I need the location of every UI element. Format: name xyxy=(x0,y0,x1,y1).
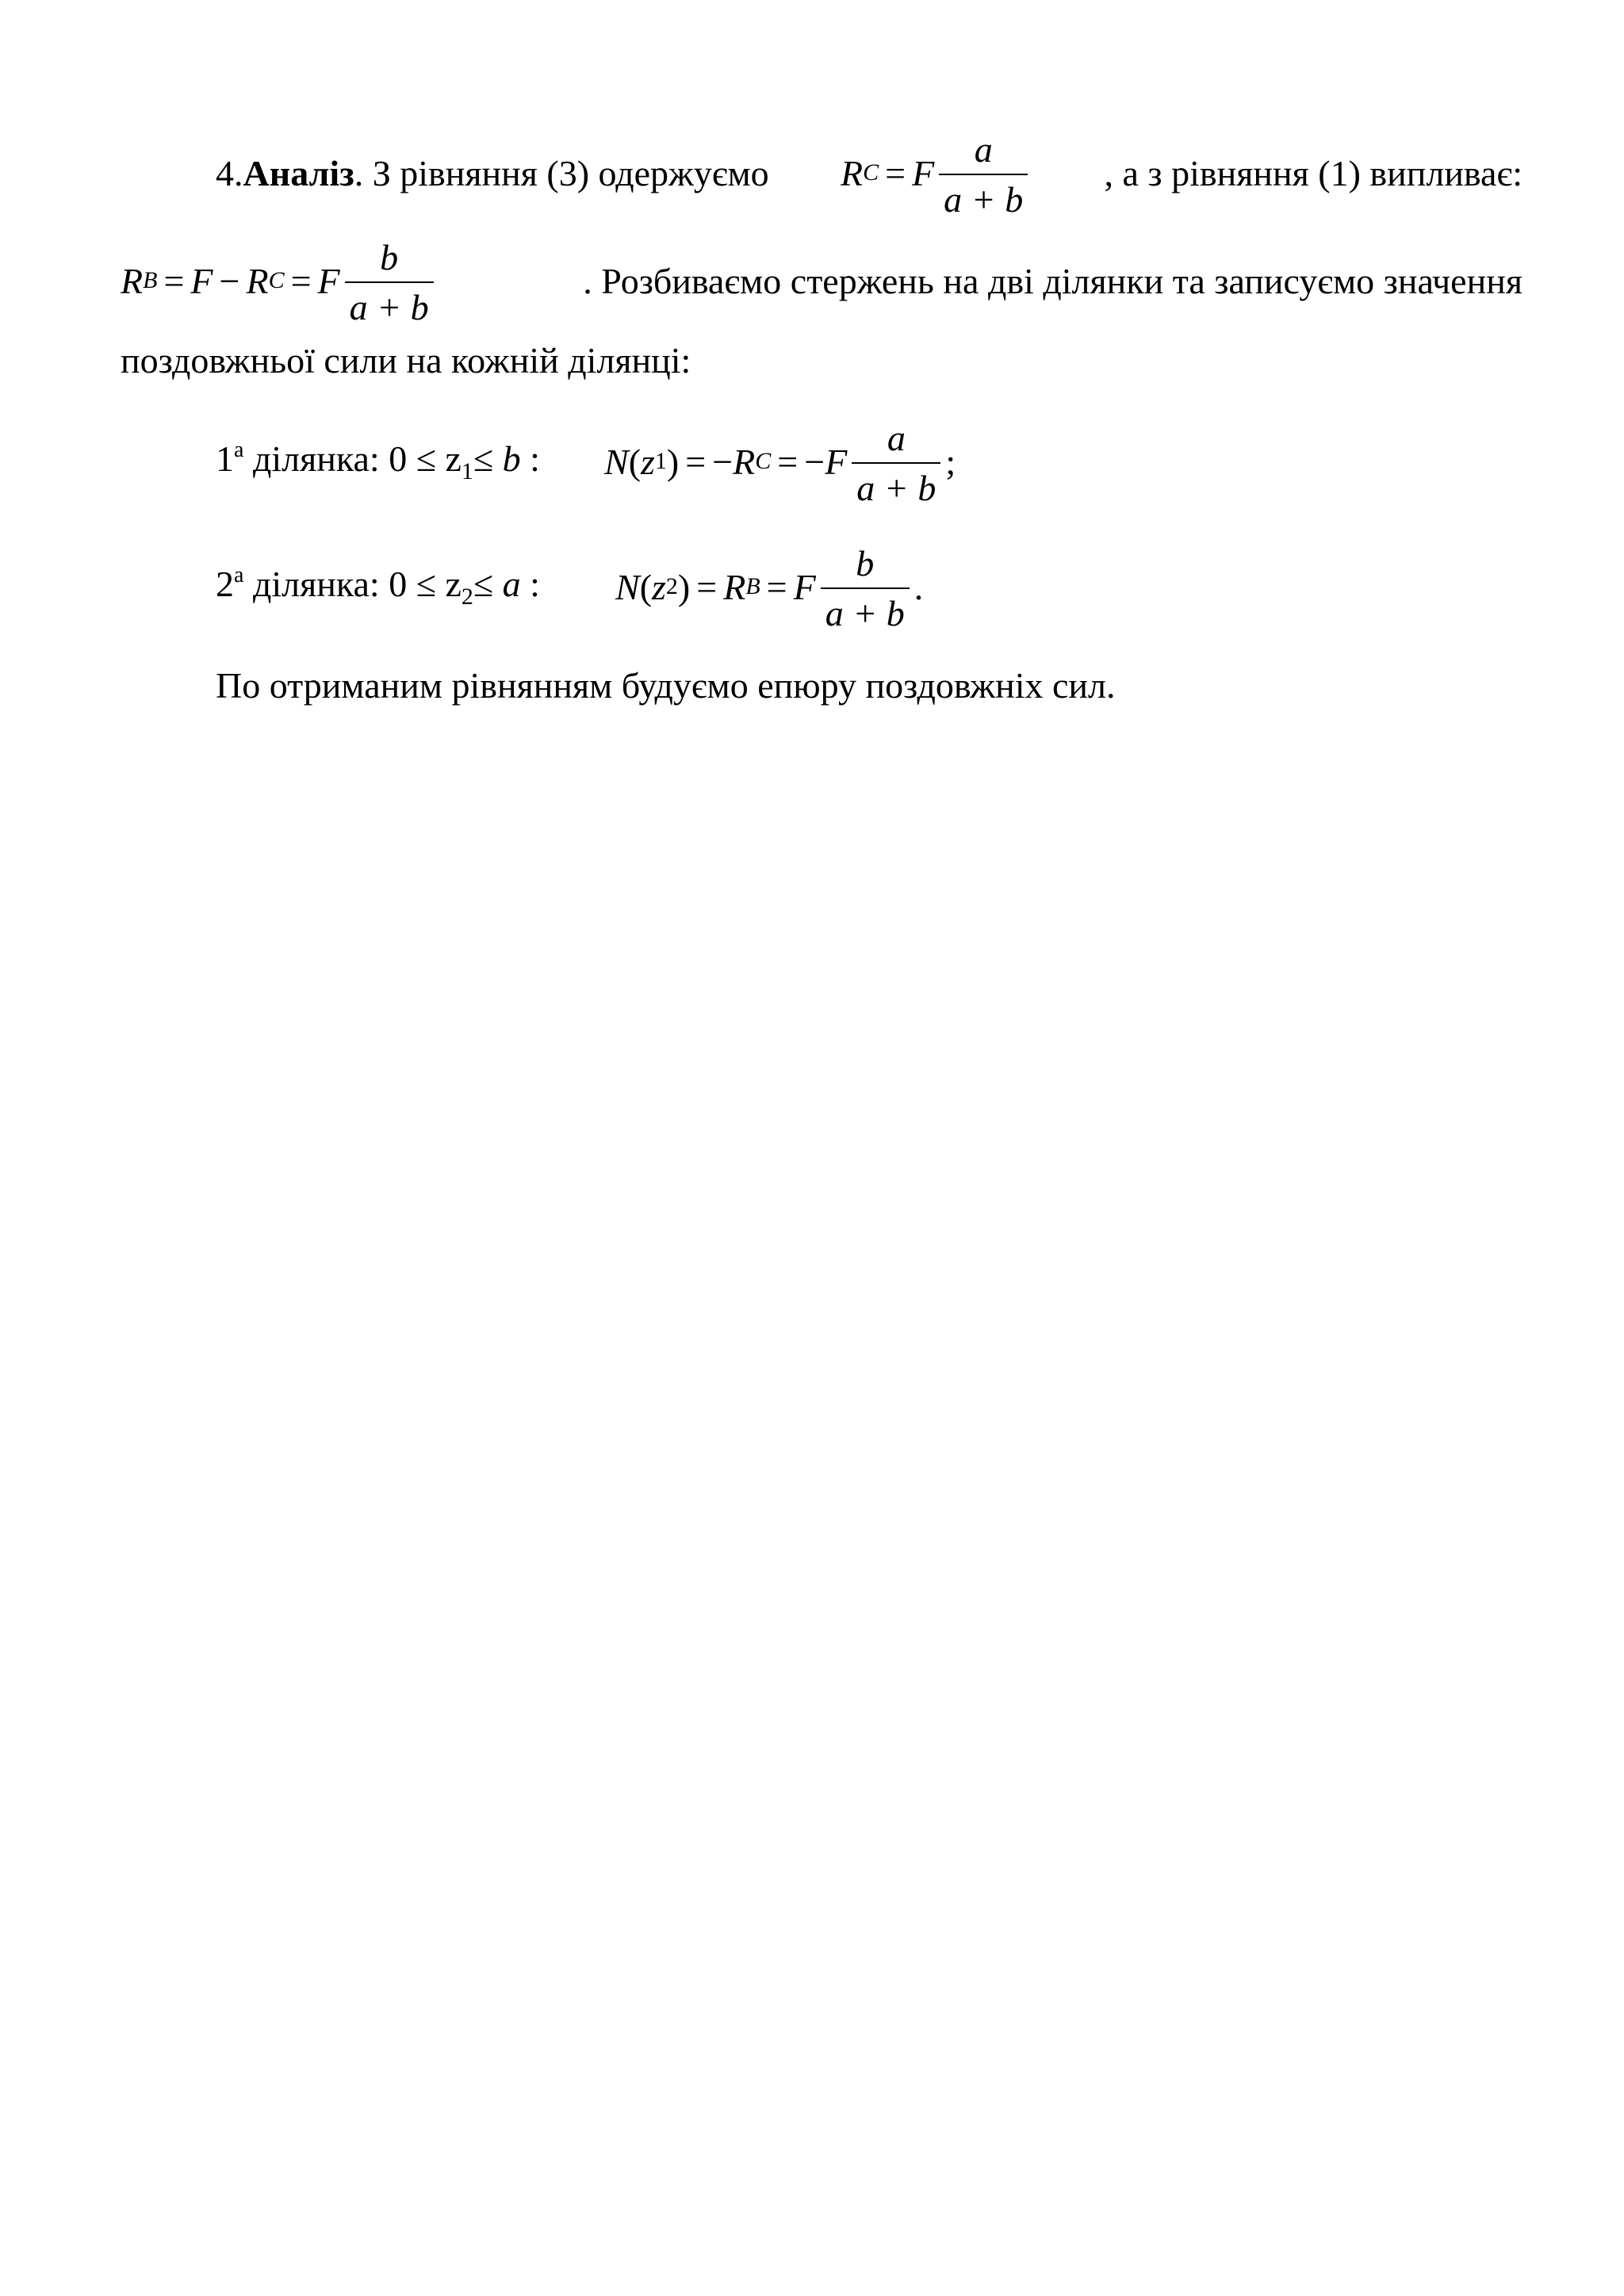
paragraph-analysis-line3: поздовжньої сили на кожній ділянці: xyxy=(121,340,691,381)
paragraph2-text: . Розбиваємо стержень на дві ділянки та записуємо значення xyxy=(583,260,1522,301)
section-number: 4. xyxy=(216,152,243,193)
section-heading: Аналіз xyxy=(243,152,354,193)
section-2-line xyxy=(216,541,923,633)
section-1-label: $1^а$ ділянка: $0 \le z_1\le b$ : xyxy=(216,438,540,484)
equation-n-z2: N ( z 2 ) = R B = F $\frac{b}{a + b}$ . xyxy=(615,543,924,633)
equation-rb: R B = F − R C = F $\frac{b}{a + b}$ xyxy=(121,235,439,327)
equation-n-z1: N ( z 1 ) = − R C = − F $\frac{a}{a + b}$ ; xyxy=(604,418,956,508)
conclusion-line: По отриманим рівнянням будуємо епюру поздовжніх сил. xyxy=(216,665,1116,706)
followup-text: , а з рівняння (1) випливає: xyxy=(1104,152,1522,193)
paragraph-analysis-line2 xyxy=(121,235,1522,327)
analysis-intro xyxy=(216,152,769,194)
intro-text: . З рівняння (3) одержуємо xyxy=(354,152,769,193)
section-1-line xyxy=(216,415,956,507)
paragraph-analysis-line1 xyxy=(216,127,1522,219)
fraction: $\frac{b}{a + b}$ xyxy=(821,542,910,634)
section-2-label: $2^а$ ділянка: $0 \le z_2\le a$ : xyxy=(216,563,540,610)
equation-rc: R C = F $\frac{a}{a + b}$ xyxy=(841,127,1032,219)
fraction: $\frac{b}{a + b}$ xyxy=(345,236,434,328)
fraction: $\frac{a}{a + b}$ xyxy=(852,417,940,509)
fraction: $\frac{a}{a + b}$ xyxy=(939,128,1028,220)
